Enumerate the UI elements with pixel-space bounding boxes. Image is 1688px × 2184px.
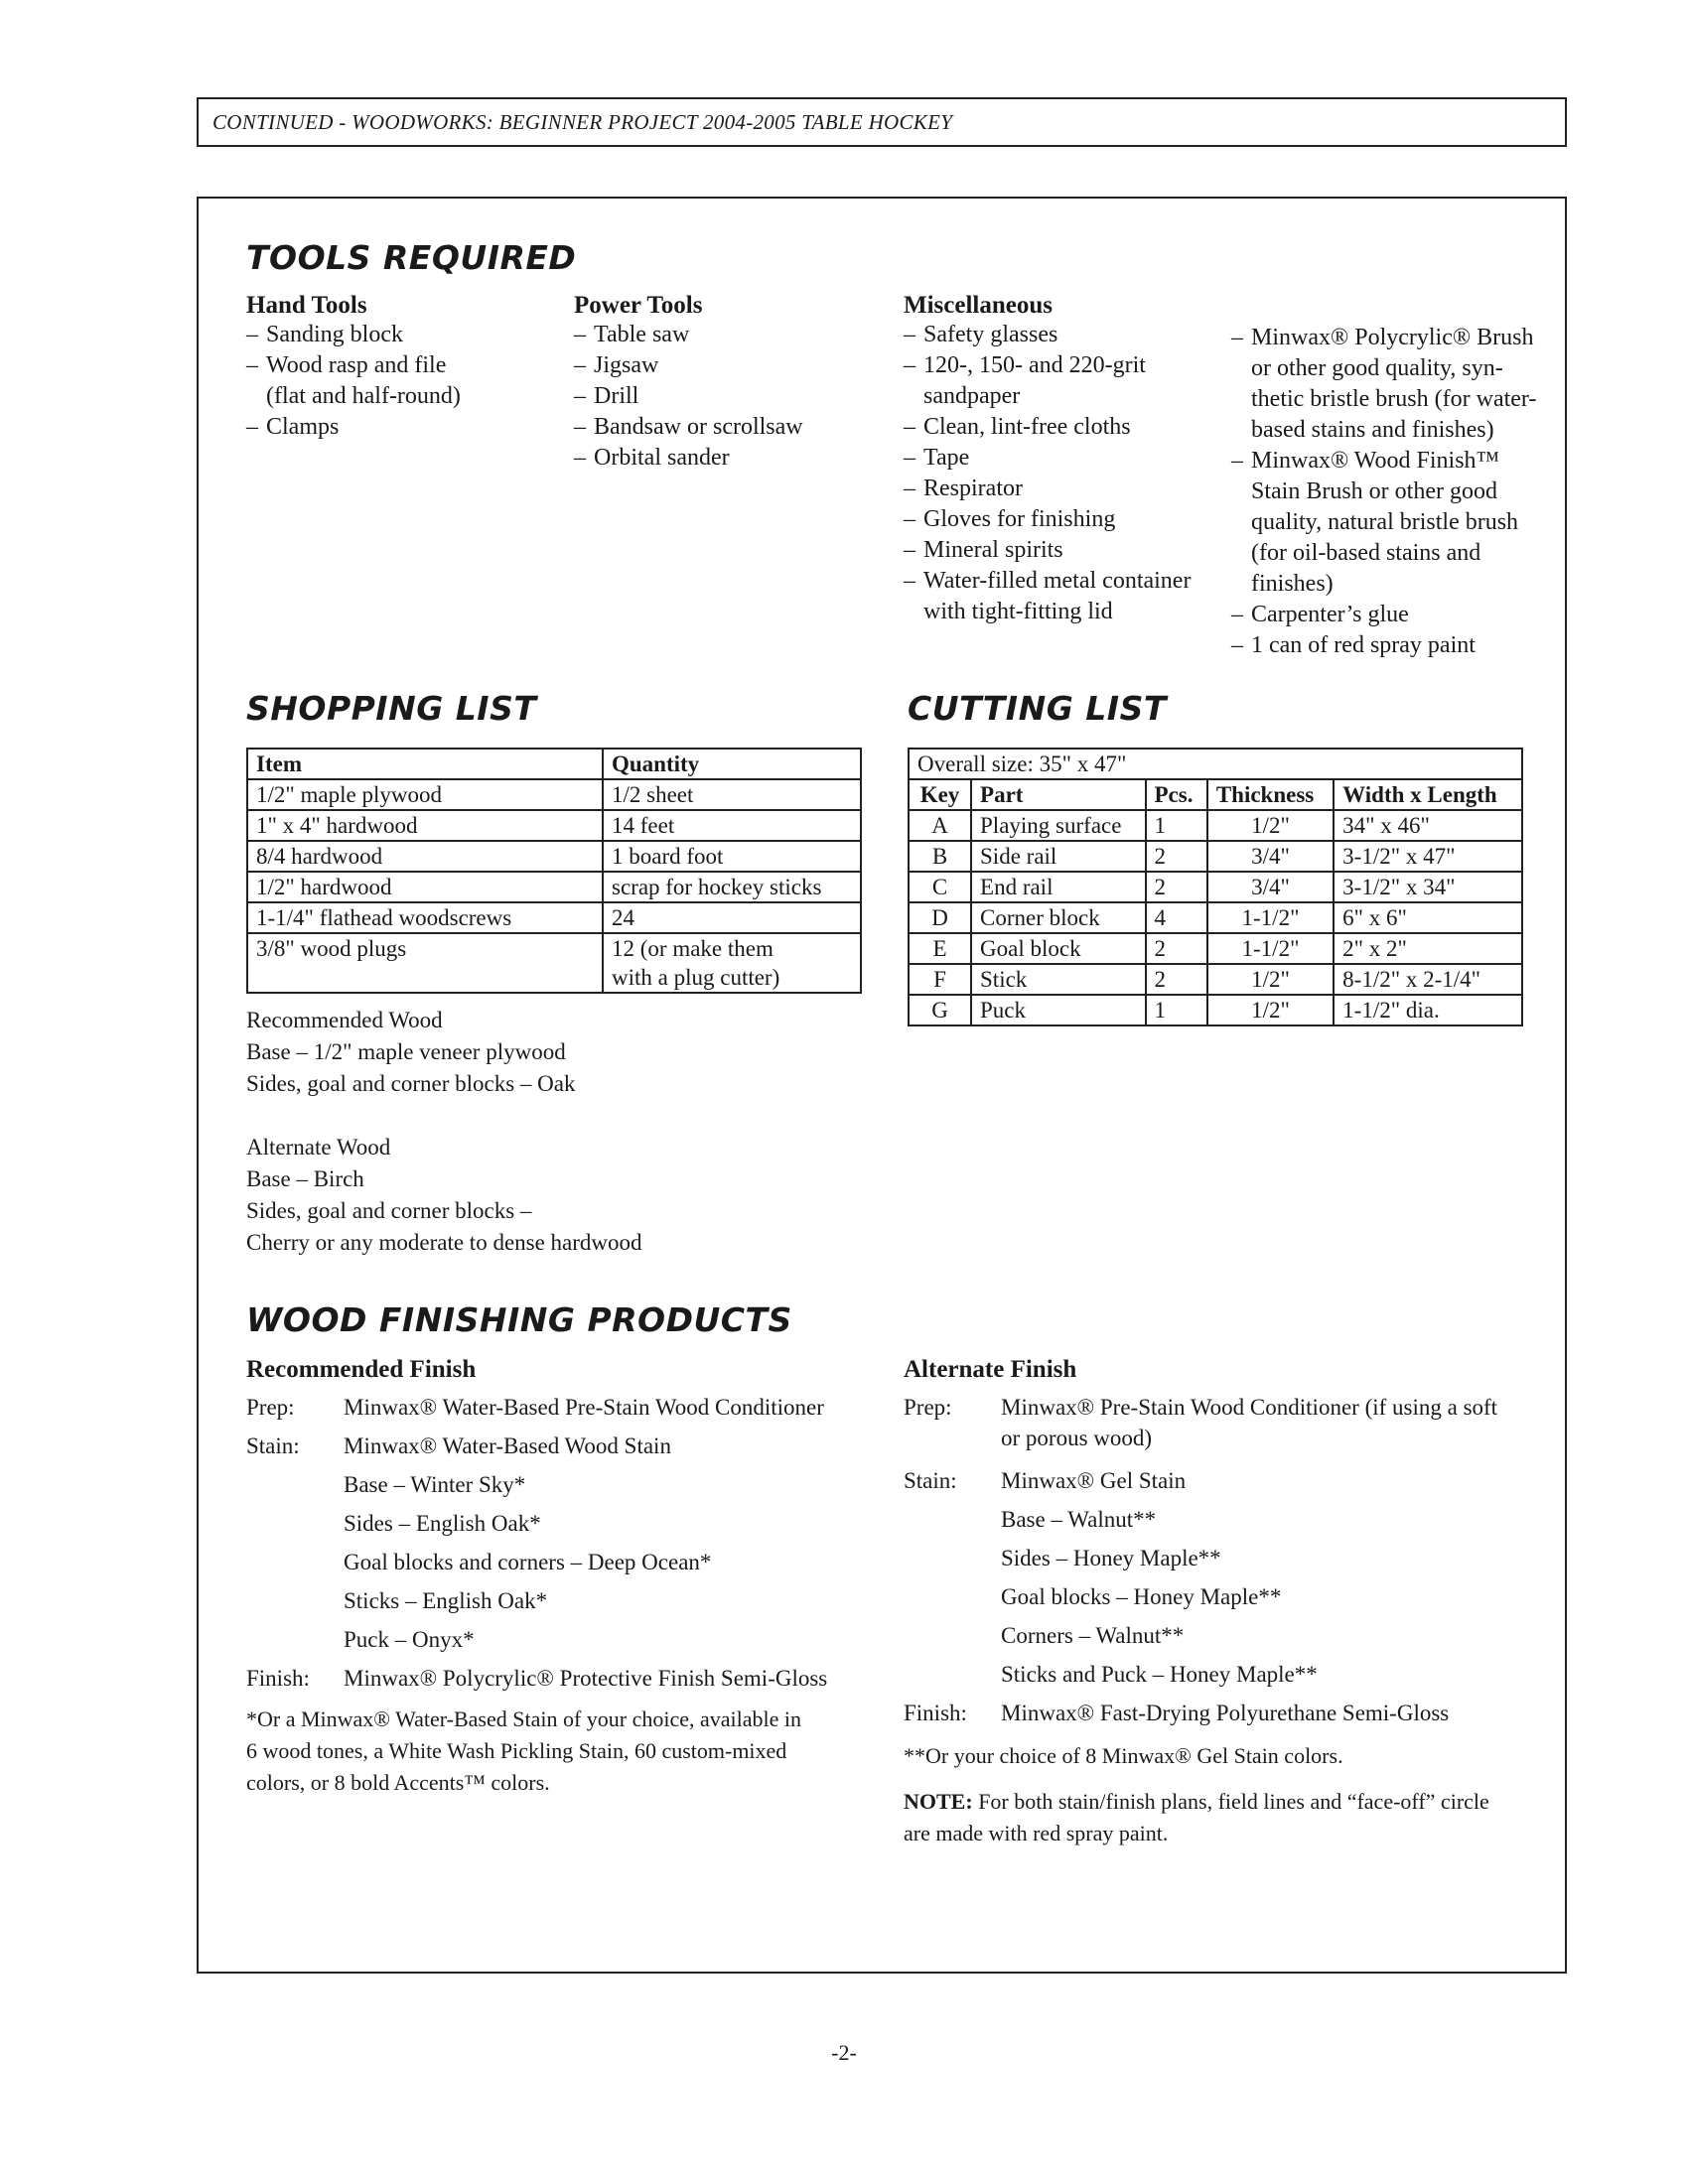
table-cell: D (909, 902, 971, 933)
table-cell: 2 (1146, 872, 1207, 902)
list-item-continued: finishes) (1251, 571, 1334, 597)
list-item-continued: sandpaper (923, 383, 1021, 409)
table-header-row (247, 749, 861, 779)
table-cell: F (909, 964, 971, 995)
table-cell: End rail (971, 872, 1145, 902)
table-row (247, 841, 861, 872)
power-tools-list (574, 320, 803, 474)
table-row (909, 810, 1522, 841)
list-item: – Carpenter’s glue (1231, 602, 1409, 627)
finish-row: Base – Winter Sky* (344, 1472, 526, 1497)
list-item-continued: thetic bristle brush (for water- (1251, 386, 1537, 412)
table-cell: 1-1/2" (1207, 933, 1334, 964)
list-item: – Minwax® Wood Finish™ (1231, 448, 1500, 474)
finish-row: Sides – Honey Maple** (1001, 1546, 1221, 1570)
table-cell: E (909, 933, 971, 964)
column-header-item: Item (247, 749, 603, 779)
table-cell: 2 (1146, 933, 1207, 964)
list-item: – Sanding block (246, 322, 403, 347)
table-cell: 1/2" (1207, 995, 1334, 1025)
finish-row: Base – Walnut** (1001, 1507, 1157, 1532)
table-cell: 1/2 sheet (603, 779, 861, 810)
list-item-continued: based stains and finishes) (1251, 417, 1494, 443)
finish-row: Goal blocks and corners – Deep Ocean* (344, 1550, 712, 1574)
table-cell: 3/4" (1207, 872, 1334, 902)
table-row (909, 995, 1522, 1025)
alternate-wood-line: Sides, goal and corner blocks – (246, 1198, 532, 1223)
running-header (197, 97, 1567, 147)
content-box (197, 197, 1567, 1974)
list-item: – Clean, lint-free cloths (904, 414, 1131, 440)
hand-tools-column (246, 292, 461, 443)
list-item: – Orbital sander (574, 445, 730, 471)
table-cell: 4 (1146, 902, 1207, 933)
cutting-list-heading: CUTTING LIST (908, 689, 1167, 728)
list-item: – Gloves for finishing (904, 506, 1116, 532)
table-cell: 1/2" maple plywood (247, 779, 603, 810)
miscellaneous-label: Miscellaneous (904, 292, 1053, 319)
table-cell: 2" x 2" (1334, 933, 1522, 964)
finish-row: Goal blocks – Honey Maple** (1001, 1584, 1282, 1609)
hand-tools-label: Hand Tools (246, 292, 367, 319)
list-item: – Minwax® Polycrylic® Brush (1231, 325, 1534, 350)
gel-stain-note: **Or your choice of 8 Minwax® Gel Stain colors. (904, 1743, 1343, 1768)
column-header-quantity: Quantity (603, 749, 861, 779)
wood-finishing-heading: WOOD FINISHING PRODUCTS (246, 1300, 792, 1339)
table-cell: 1" x 4" hardwood (247, 810, 603, 841)
miscellaneous-column-2 (1231, 323, 1536, 661)
list-item: – Bandsaw or scrollsaw (574, 414, 803, 440)
page-number: -2- (831, 2040, 857, 2065)
column-header-part: Part (971, 779, 1145, 810)
table-cell: 8/4 hardwood (247, 841, 603, 872)
finish-row: Prep: Minwax® Water-Based Pre-Stain Wood Conditioner (246, 1395, 824, 1420)
table-row (247, 779, 861, 810)
table-row (909, 933, 1522, 964)
alternate-wood-block (246, 1132, 642, 1259)
spray-paint-note: NOTE: For both stain/finish plans, field lines and “face-off” circle are made with red spray paint. (904, 1789, 1489, 1845)
power-tools-column (574, 292, 803, 474)
list-item-continued: Stain Brush or other good (1251, 478, 1497, 504)
alternate-wood-line: Cherry or any moderate to dense hardwood (246, 1230, 642, 1255)
recommended-wood-line: Sides, goal and corner blocks – Oak (246, 1071, 576, 1096)
recommended-finish-section (246, 1356, 862, 1799)
miscellaneous-list (904, 320, 1191, 627)
list-item: – 1 can of red spray paint (1231, 632, 1476, 658)
list-item: – Tape (904, 445, 970, 471)
miscellaneous-column (904, 292, 1191, 627)
list-item: – 120-, 150- and 220-grit (904, 352, 1146, 378)
table-row (909, 841, 1522, 872)
table-cell: C (909, 872, 971, 902)
list-item: – Wood rasp and file (246, 352, 447, 378)
list-item: – Mineral spirits (904, 537, 1063, 563)
list-item: – Clamps (246, 414, 340, 440)
table-cell: 14 feet (603, 810, 861, 841)
table-cell: Side rail (971, 841, 1145, 872)
finish-row: Finish: Minwax® Fast-Drying Polyurethane Semi-Gloss (904, 1701, 1450, 1725)
table-cell: A (909, 810, 971, 841)
table-cell: 3/4" (1207, 841, 1334, 872)
hand-tools-list (246, 320, 461, 443)
table-cell: 3-1/2" x 34" (1334, 872, 1522, 902)
table-cell: scrap for hockey sticks (603, 872, 861, 902)
cutting-list-table (908, 748, 1523, 1026)
list-item-continued: or other good quality, syn- (1251, 355, 1503, 381)
table-cell: 1-1/4" flathead woodscrews (247, 902, 603, 933)
table-cell: 12 (or make them with a plug cutter) (603, 933, 861, 993)
shopping-list-heading: SHOPPING LIST (246, 689, 537, 728)
alternate-finish-label: Alternate Finish (904, 1356, 1077, 1383)
finish-row: Finish: Minwax® Polycrylic® Protective Finish Semi-Gloss (246, 1666, 828, 1691)
list-item: – Respirator (904, 476, 1023, 501)
finish-row-prep: Prep: Minwax® Pre-Stain Wood Conditioner (if using a soft or porous wood) (904, 1395, 1498, 1450)
list-item: – Safety glasses (904, 322, 1058, 347)
table-cell: 2 (1146, 964, 1207, 995)
tools-required-heading: TOOLS REQUIRED (246, 238, 577, 277)
table-cell: 3/8" wood plugs (247, 933, 603, 993)
power-tools-label: Power Tools (574, 292, 703, 319)
table-cell: 1 (1146, 995, 1207, 1025)
table-cell: 1/2" (1207, 964, 1334, 995)
table-row (247, 810, 861, 841)
list-item: – Jigsaw (574, 352, 659, 378)
recommended-finish-note: *Or a Minwax® Water-Based Stain of your choice, available in 6 wood tones, a White Wash Pickling Stain, 60 custom-mixed colors, or 8 bold Accents™ colors. (246, 1706, 802, 1795)
table-row (909, 902, 1522, 933)
recommended-wood-line: Base – 1/2" maple veneer plywood (246, 1039, 566, 1064)
list-item: – Water-filled metal container (904, 568, 1192, 594)
list-item-continued: quality, natural bristle brush (1251, 509, 1519, 535)
finish-row: Stain: Minwax® Water-Based Wood Stain (246, 1433, 671, 1458)
overall-size-row (909, 749, 1522, 779)
table-cell: 1 board foot (603, 841, 861, 872)
overall-size: Overall size: 35" x 47" (909, 749, 1522, 779)
finish-row: Sticks – English Oak* (344, 1588, 548, 1613)
alternate-finish-section (904, 1356, 1539, 1849)
running-header-text: CONTINUED - WOODWORKS: BEGINNER PROJECT 2004-2005 TABLE HOCKEY (212, 110, 953, 134)
table-cell: G (909, 995, 971, 1025)
recommended-finish-label: Recommended Finish (246, 1356, 477, 1383)
finish-row: Puck – Onyx* (344, 1627, 475, 1652)
column-header-pcs: Pcs. (1146, 779, 1207, 810)
table-row (909, 964, 1522, 995)
table-cell: Puck (971, 995, 1145, 1025)
list-item-continued: with tight-fitting lid (923, 599, 1113, 624)
table-cell: 24 (603, 902, 861, 933)
table-cell: 1-1/2" dia. (1334, 995, 1522, 1025)
list-item: – Table saw (574, 322, 690, 347)
table-row (247, 872, 861, 902)
finish-row: Corners – Walnut** (1001, 1623, 1185, 1648)
finish-row: Sticks and Puck – Honey Maple** (1001, 1662, 1318, 1687)
table-cell: Stick (971, 964, 1145, 995)
list-item-continued: (for oil-based stains and (1251, 540, 1481, 566)
list-item-continued: (flat and half-round) (266, 383, 461, 409)
table-cell: Goal block (971, 933, 1145, 964)
table-cell: 6" x 6" (1334, 902, 1522, 933)
finish-row: Sides – English Oak* (344, 1511, 541, 1536)
table-cell: 3-1/2" x 47" (1334, 841, 1522, 872)
table-cell: 1-1/2" (1207, 902, 1334, 933)
column-header-width-length: Width x Length (1334, 779, 1522, 810)
table-cell: Corner block (971, 902, 1145, 933)
alternate-wood-line: Base – Birch (246, 1166, 364, 1191)
finish-row: Stain: Minwax® Gel Stain (904, 1468, 1187, 1493)
shopping-list-table (246, 748, 862, 994)
table-cell: 1/2" hardwood (247, 872, 603, 902)
table-row (247, 902, 861, 933)
list-item: – Drill (574, 383, 639, 409)
table-cell: Playing surface (971, 810, 1145, 841)
table-cell: 8-1/2" x 2-1/4" (1334, 964, 1522, 995)
alternate-wood-label: Alternate Wood (246, 1135, 391, 1160)
miscellaneous-list-2 (1231, 323, 1536, 661)
column-header-thickness: Thickness (1207, 779, 1334, 810)
table-cell: 1/2" (1207, 810, 1334, 841)
recommended-wood-label: Recommended Wood (246, 1008, 443, 1032)
column-header-key: Key (909, 779, 971, 810)
table-cell: 1 (1146, 810, 1207, 841)
recommended-wood-block (246, 1005, 576, 1100)
table-row (909, 872, 1522, 902)
table-cell: 34" x 46" (1334, 810, 1522, 841)
table-row (247, 933, 861, 993)
table-cell: B (909, 841, 971, 872)
table-cell: 2 (1146, 841, 1207, 872)
table-header-row (909, 779, 1522, 810)
